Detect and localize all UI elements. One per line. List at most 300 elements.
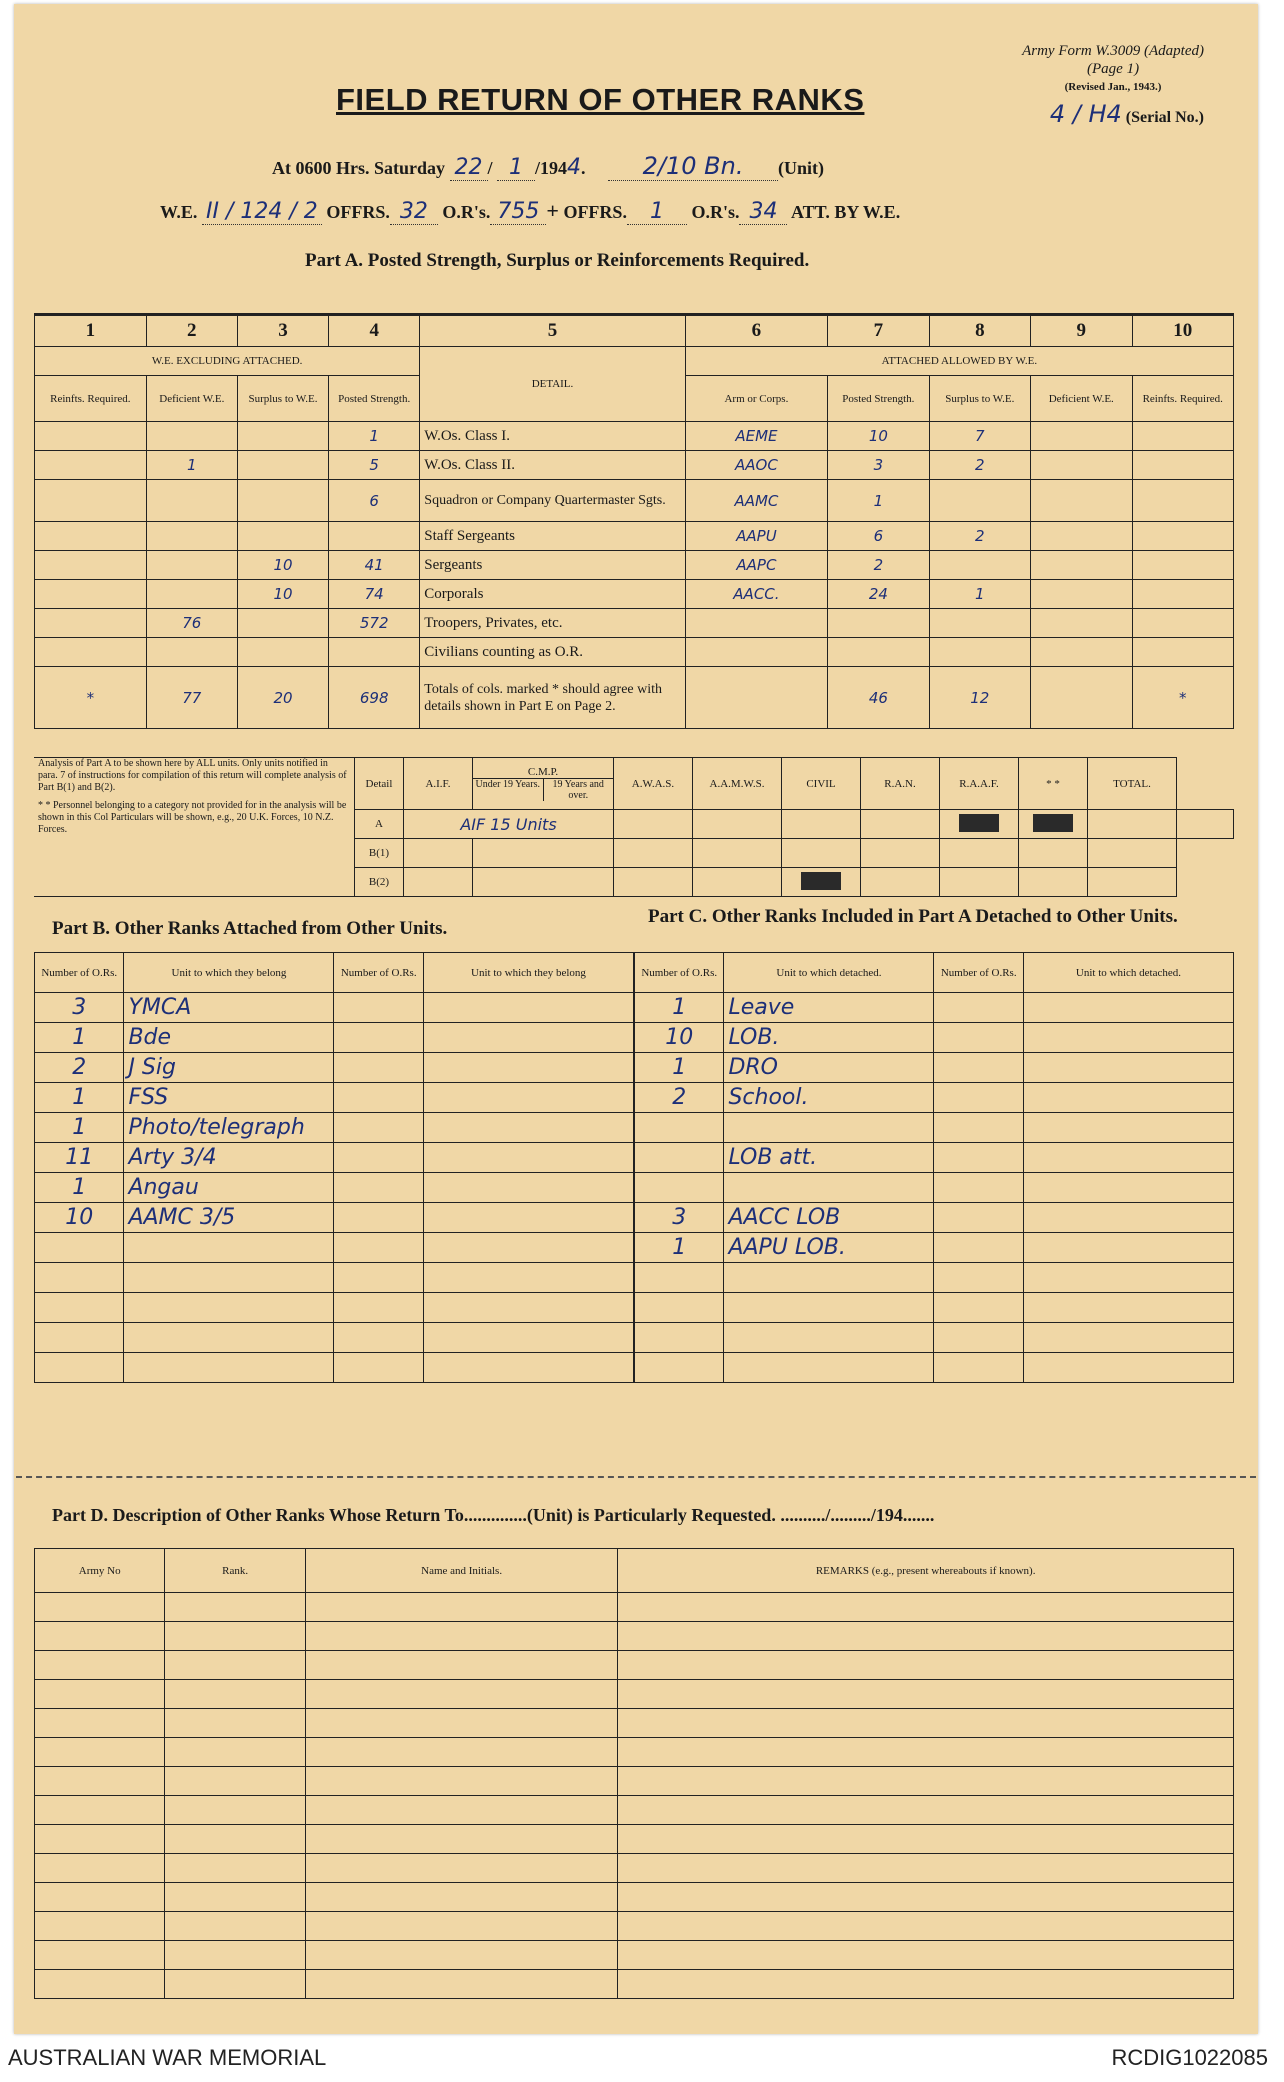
detail-cell: Civilians counting as O.R. [420, 638, 685, 667]
day-value: 22 [450, 155, 488, 181]
value-cell [1031, 609, 1132, 638]
number-cell: 10 [635, 1023, 724, 1053]
unit-cell [124, 1293, 334, 1323]
we-excluding-header: W.E. EXCLUDING ATTACHED. [35, 347, 420, 376]
empty-cell [423, 1113, 633, 1143]
unit-header: Unit to which detached. [1023, 953, 1233, 993]
part-a-body [35, 422, 1234, 729]
empty-cell [423, 1353, 633, 1383]
unit-cell [724, 1293, 934, 1323]
value-cell: 7 [929, 422, 1030, 451]
empty-cell [305, 1709, 617, 1738]
unit-cell [724, 1263, 934, 1293]
empty-cell [165, 1796, 306, 1825]
part-c-header [635, 953, 1234, 993]
part-d-title: Part D. Description of Other Ranks Whose Return To..............(Unit) is Particularly Requested. ........../........./194....... [52, 1505, 935, 1525]
empty-cell [334, 1053, 423, 1083]
empty-cell [618, 1622, 1234, 1651]
analysis-row-label: B(1) [355, 839, 404, 868]
list-row [635, 1233, 1234, 1263]
value-cell: 10 [237, 580, 328, 609]
unit-cell: LOB. [724, 1023, 934, 1053]
col-num: 8 [929, 315, 1030, 347]
unit-cell: Leave [724, 993, 934, 1023]
analysis-header-row [34, 758, 1234, 810]
empty-cell [35, 1854, 165, 1883]
unit-cell: Arty 3/4 [124, 1143, 334, 1173]
under-19-label: Under 19 Years. [473, 779, 544, 801]
empty-cell [334, 1263, 423, 1293]
part-a-row [35, 609, 1234, 638]
page-label: (Page 1) [1087, 61, 1140, 77]
posted-header: Posted Strength. [329, 376, 420, 422]
empty-cell [1023, 1083, 1233, 1113]
unit-cell [124, 1233, 334, 1263]
army-form-label: Army Form W.3009 (Adapted) [1022, 43, 1204, 59]
empty-cell [934, 1053, 1023, 1083]
arm-corps-cell: AAPU [685, 522, 827, 551]
value-cell [1031, 580, 1132, 609]
analysis-col-detail: Detail [355, 758, 404, 810]
value-cell: 74 [329, 580, 420, 609]
value-cell: 5 [329, 451, 420, 480]
army-no-header: Army No [35, 1549, 165, 1593]
column-numbers-row [35, 315, 1234, 347]
empty-cell [618, 1912, 1234, 1941]
analysis-col-ran: R.A.N. [861, 758, 940, 810]
list-row [35, 1053, 634, 1083]
ors2-value: 34 [739, 199, 787, 225]
col-num: 2 [146, 315, 237, 347]
rank-header: Rank. [165, 1549, 306, 1593]
footer-id: RCDIG1022085 [1111, 2045, 1268, 2070]
list-row [35, 1023, 634, 1053]
arm-corps-cell: AEME [685, 422, 827, 451]
part-a-row [35, 422, 1234, 451]
number-cell [35, 1263, 124, 1293]
cell [693, 810, 782, 839]
analysis-col-other: * * [1019, 758, 1088, 810]
part-a-row [35, 551, 1234, 580]
empty-cell [334, 1143, 423, 1173]
arm-corps-header: Arm or Corps. [685, 376, 827, 422]
empty-cell [35, 1796, 165, 1825]
analysis-row-label: A [355, 810, 404, 839]
empty-cell [1023, 1293, 1233, 1323]
page-title: FIELD RETURN OF OTHER RANKS [336, 82, 865, 117]
cell [782, 810, 861, 839]
part-a-table [34, 313, 1234, 729]
value-cell [929, 480, 1030, 522]
value-cell: 6 [329, 480, 420, 522]
col-num: 10 [1132, 315, 1234, 347]
header-line-we [160, 198, 900, 225]
value-cell: 76 [146, 609, 237, 638]
empty-cell [165, 1767, 306, 1796]
unit-cell: FSS [124, 1083, 334, 1113]
empty-cell [305, 1680, 617, 1709]
analysis-note-text-2: * * Personnel belonging to a category not provided for in the analysis will be shown in this Col Particulars will be shown, e.g., 20 U.K. Forces, 10 N.Z. Forces. [38, 800, 347, 835]
list-row [35, 1233, 634, 1263]
col-num: 6 [685, 315, 827, 347]
list-row [635, 993, 1234, 1023]
empty-cell [934, 1353, 1023, 1383]
empty-cell [165, 1970, 306, 1999]
list-row [635, 1083, 1234, 1113]
value-cell [35, 551, 147, 580]
list-row [635, 1173, 1234, 1203]
value-cell [1031, 422, 1132, 451]
value-cell [146, 480, 237, 522]
value-cell [1132, 551, 1234, 580]
empty-cell [305, 1854, 617, 1883]
part-d-row [35, 1825, 1234, 1854]
analysis-col-cmp [473, 758, 614, 810]
part-d-row [35, 1970, 1234, 1999]
empty-cell [1023, 1023, 1233, 1053]
list-row [635, 1263, 1234, 1293]
empty-cell [1023, 1143, 1233, 1173]
cell [404, 868, 473, 897]
list-row [635, 1293, 1234, 1323]
list-row [635, 1203, 1234, 1233]
part-d-table [34, 1548, 1234, 1999]
cell [614, 839, 693, 868]
value-cell: 10 [828, 422, 929, 451]
cell [940, 868, 1019, 897]
empty-cell [165, 1738, 306, 1767]
number-ors-header: Number of O.Rs. [635, 953, 724, 993]
value-cell: 6 [828, 522, 929, 551]
empty-cell [1023, 1263, 1233, 1293]
list-row [35, 993, 634, 1023]
unit-value: 2/10 Bn. [608, 152, 778, 181]
analysis-row-label: B(2) [355, 868, 404, 897]
empty-cell [305, 1593, 617, 1622]
empty-cell [934, 993, 1023, 1023]
detail-cell: Staff Sergeants [420, 522, 685, 551]
cell [1088, 810, 1177, 839]
empty-cell [618, 1854, 1234, 1883]
value-cell [237, 638, 328, 667]
cell [404, 839, 473, 868]
number-cell [635, 1263, 724, 1293]
value-cell [1132, 638, 1234, 667]
empty-cell [305, 1622, 617, 1651]
part-a-row [35, 638, 1234, 667]
year-suffix: 4 [567, 155, 582, 180]
number-cell [635, 1293, 724, 1323]
value-cell [146, 580, 237, 609]
year-prefix: 194 [540, 158, 568, 178]
value-cell [1132, 480, 1234, 522]
empty-cell [165, 1680, 306, 1709]
empty-cell [618, 1593, 1234, 1622]
reinfts-header: Reinfts. Required. [1132, 376, 1234, 422]
number-cell [35, 1323, 124, 1353]
value-cell [1031, 451, 1132, 480]
cell [940, 839, 1019, 868]
empty-cell [334, 1293, 423, 1323]
empty-cell [165, 1941, 306, 1970]
cell [1088, 868, 1177, 897]
at-label: At 0600 Hrs. Saturday [272, 158, 446, 178]
redaction-block [959, 814, 999, 832]
list-row [35, 1143, 634, 1173]
number-cell: 11 [35, 1143, 124, 1173]
part-d-row [35, 1680, 1234, 1709]
cell [693, 868, 782, 897]
analysis-col-aamws: A.A.M.W.S. [693, 758, 782, 810]
unit-header: Unit to which detached. [724, 953, 934, 993]
value-cell [237, 609, 328, 638]
we-value: II / 124 / 2 [202, 199, 322, 225]
redacted-cell [1019, 810, 1088, 839]
list-row [35, 1173, 634, 1203]
empty-cell [618, 1767, 1234, 1796]
empty-cell [1023, 1053, 1233, 1083]
empty-cell [1023, 1173, 1233, 1203]
empty-cell [934, 1113, 1023, 1143]
number-ors-header: Number of O.Rs. [934, 953, 1023, 993]
analysis-col-total: TOTAL. [1088, 758, 1177, 810]
surplus-header: Surplus to W.E. [237, 376, 328, 422]
empty-cell [334, 1083, 423, 1113]
unit-cell [724, 1353, 934, 1383]
value-cell [146, 638, 237, 667]
analysis-col-aif [404, 758, 473, 810]
part-d-row [35, 1622, 1234, 1651]
number-cell: 1 [35, 1173, 124, 1203]
empty-cell [35, 1941, 165, 1970]
value-cell [329, 522, 420, 551]
empty-cell [305, 1738, 617, 1767]
cell [1019, 868, 1088, 897]
value-cell [146, 551, 237, 580]
offrs2-value: 1 [627, 199, 687, 225]
col-num: 5 [420, 315, 685, 347]
list-row [35, 1083, 634, 1113]
empty-cell [305, 1825, 617, 1854]
unit-cell: DRO [724, 1053, 934, 1083]
analysis-col-civil: CIVIL [782, 758, 861, 810]
list-row [635, 1143, 1234, 1173]
number-cell: 3 [35, 993, 124, 1023]
empty-cell [165, 1651, 306, 1680]
value-cell: 24 [828, 580, 929, 609]
cmp-sub [473, 779, 613, 801]
detail-cell: Sergeants [420, 551, 685, 580]
unit-header: Unit to which they belong [124, 953, 334, 993]
unit-cell [124, 1353, 334, 1383]
empty-cell [334, 1023, 423, 1053]
offrs-value: 32 [390, 199, 438, 225]
number-cell: 3 [635, 1203, 724, 1233]
unit-cell: J Sig [124, 1053, 334, 1083]
number-cell: 1 [635, 1053, 724, 1083]
list-row [35, 1263, 634, 1293]
empty-cell [423, 1323, 633, 1353]
value-cell [35, 580, 147, 609]
cell [473, 868, 614, 897]
value-cell [35, 638, 147, 667]
value-cell [237, 522, 328, 551]
unit-cell: AAPU LOB. [724, 1233, 934, 1263]
detail-header: DETAIL. [420, 347, 685, 422]
cell [473, 839, 614, 868]
value-cell: * [1132, 667, 1234, 729]
unit-header: Unit to which they belong [423, 953, 633, 993]
arm-corps-cell: AAMC [685, 480, 827, 522]
empty-cell [423, 1143, 633, 1173]
unit-cell [724, 1173, 934, 1203]
empty-cell [423, 1203, 633, 1233]
number-cell [35, 1293, 124, 1323]
serial-number [1050, 100, 1204, 128]
part-d-body [35, 1593, 1234, 1999]
part-a-row [35, 522, 1234, 551]
cell [1177, 810, 1234, 839]
ors-label: O.R's. [442, 202, 491, 222]
value-cell [828, 609, 929, 638]
value-cell: 2 [929, 522, 1030, 551]
empty-cell [334, 1173, 423, 1203]
number-cell: 10 [35, 1203, 124, 1233]
value-cell [1031, 522, 1132, 551]
unit-cell [124, 1323, 334, 1353]
part-b-table [34, 952, 634, 1383]
number-ors-header: Number of O.Rs. [35, 953, 124, 993]
empty-cell [423, 1023, 633, 1053]
empty-cell [334, 1323, 423, 1353]
empty-cell [35, 1593, 165, 1622]
empty-cell [423, 993, 633, 1023]
empty-cell [934, 1203, 1023, 1233]
empty-cell [618, 1796, 1234, 1825]
value-cell [35, 422, 147, 451]
part-d-row [35, 1593, 1234, 1622]
reinfts-header: Reinfts. Required. [35, 376, 147, 422]
part-d-row [35, 1651, 1234, 1680]
part-a-row [35, 451, 1234, 480]
value-cell [929, 609, 1030, 638]
value-cell [1132, 451, 1234, 480]
unit-cell: AAMC 3/5 [124, 1203, 334, 1233]
value-cell: 41 [329, 551, 420, 580]
offrs-label: OFFRS. [326, 202, 390, 222]
cell [861, 810, 940, 839]
value-cell [1132, 522, 1234, 551]
value-cell [1031, 551, 1132, 580]
number-cell: 1 [635, 993, 724, 1023]
empty-cell [1023, 1323, 1233, 1353]
value-cell: 572 [329, 609, 420, 638]
part-b-header [35, 953, 634, 993]
unit-cell: Photo/telegraph [124, 1113, 334, 1143]
part-d-row [35, 1796, 1234, 1825]
empty-cell [305, 1767, 617, 1796]
tear-line [16, 1476, 1256, 1478]
empty-cell [423, 1053, 633, 1083]
value-cell [1132, 580, 1234, 609]
posted-header: Posted Strength. [828, 376, 929, 422]
empty-cell [165, 1883, 306, 1912]
list-row [35, 1353, 634, 1383]
cell [1019, 839, 1088, 868]
detail-cell: Totals of cols. marked * should agree with details shown in Part E on Page 2. [420, 667, 685, 729]
empty-cell [334, 1353, 423, 1383]
detail-cell: Squadron or Company Quartermaster Sgts. [420, 480, 685, 522]
unit-label: (Unit) [778, 158, 825, 178]
empty-cell [934, 1293, 1023, 1323]
analysis-note [34, 758, 355, 897]
totals-row [35, 667, 1234, 729]
header-line-date: At 0600 Hrs. Saturday 22 / 1 /1944. 2/10 Bn. (Unit) [272, 152, 825, 180]
cmp-label: C.M.P. [473, 766, 613, 779]
value-cell: 2 [828, 551, 929, 580]
part-b-title: Part B. Other Ranks Attached from Other Units. [52, 918, 448, 939]
unit-cell [724, 1113, 934, 1143]
empty-cell [934, 1263, 1023, 1293]
col-num: 1 [35, 315, 147, 347]
value-cell: 3 [828, 451, 929, 480]
arm-corps-cell: AAPC [685, 551, 827, 580]
empty-cell [165, 1709, 306, 1738]
value-cell [828, 638, 929, 667]
detail-cell: Corporals [420, 580, 685, 609]
empty-cell [618, 1970, 1234, 1999]
deficient-header: Deficient W.E. [1031, 376, 1132, 422]
empty-cell [305, 1941, 617, 1970]
deficient-header: Deficient W.E. [146, 376, 237, 422]
empty-cell [305, 1912, 617, 1941]
value-cell [929, 638, 1030, 667]
empty-cell [618, 1883, 1234, 1912]
detail-cell: W.Os. Class I. [420, 422, 685, 451]
empty-cell [934, 1233, 1023, 1263]
unit-cell: Bde [124, 1023, 334, 1053]
number-cell [635, 1173, 724, 1203]
analysis-note-text: Analysis of Part A to be shown here by ALL units. Only units notified in para. 7 of instructions for compilation of this return will complete analysis of Part B(1) and B(2). [38, 758, 347, 793]
empty-cell [165, 1912, 306, 1941]
empty-cell [305, 1883, 617, 1912]
value-cell [237, 480, 328, 522]
empty-cell [934, 1323, 1023, 1353]
number-cell [635, 1143, 724, 1173]
empty-cell [423, 1233, 633, 1263]
value-cell [35, 609, 147, 638]
number-cell: 1 [35, 1113, 124, 1143]
revised-label: (Revised Jan., 1943.) [1064, 81, 1162, 93]
value-cell: 1 [329, 422, 420, 451]
empty-cell [1023, 1203, 1233, 1233]
analysis-table [34, 757, 1234, 897]
list-row [35, 1113, 634, 1143]
part-b-body [35, 993, 634, 1383]
unit-cell: LOB att. [724, 1143, 934, 1173]
empty-cell [618, 1709, 1234, 1738]
plus-sign: + [546, 198, 559, 223]
empty-cell [334, 1203, 423, 1233]
month-value: 1 [497, 155, 535, 181]
unit-cell [724, 1323, 934, 1353]
number-cell: 2 [35, 1053, 124, 1083]
arm-corps-cell: AACC. [685, 580, 827, 609]
part-c-title: Part C. Other Ranks Included in Part A Detached to Other Units. [648, 906, 1178, 927]
number-cell [35, 1353, 124, 1383]
serial-value: 4 / H4 [1049, 100, 1122, 128]
list-row [635, 1353, 1234, 1383]
